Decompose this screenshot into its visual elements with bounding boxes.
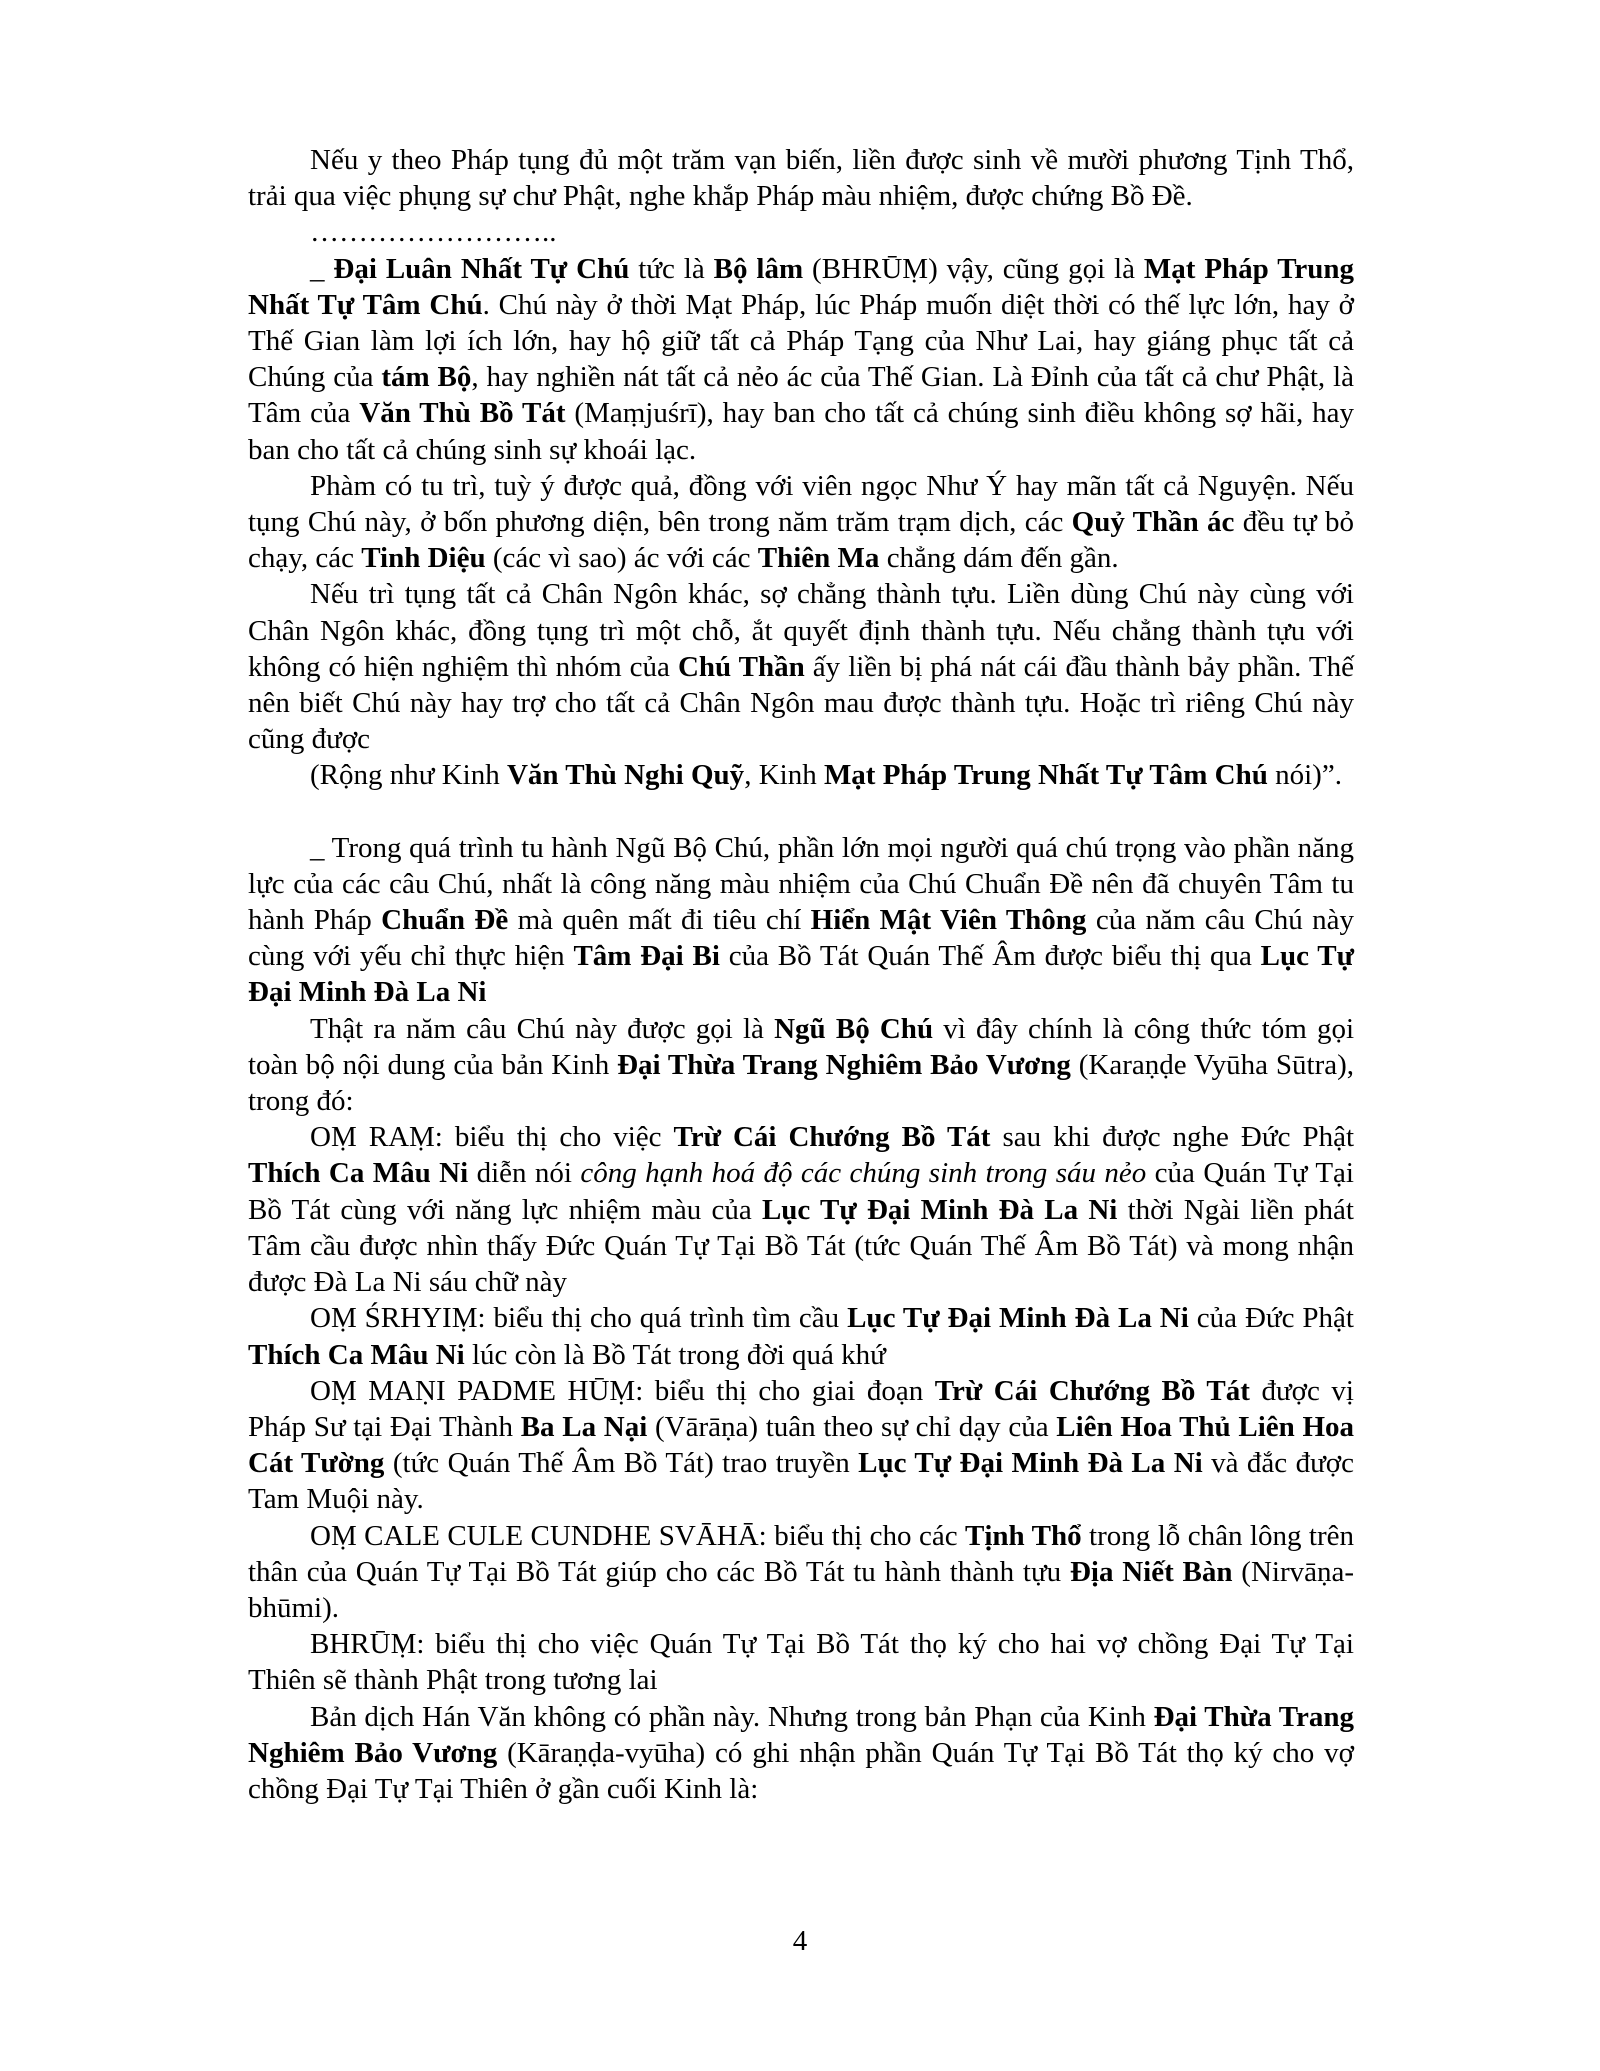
bold-text: Hiển Mật Viên Thông [810, 904, 1087, 937]
bold-text: Bộ lâm [713, 252, 804, 285]
blank-line [248, 794, 1354, 830]
text-run: diễn nói [468, 1157, 581, 1190]
paragraph [248, 1626, 1354, 1698]
text-run: (BHRŪṂ) vậy, cũng gọi là [803, 252, 1144, 285]
bold-text: Lục Tự Đại Minh Đà La Ni [761, 1193, 1118, 1226]
paragraph [248, 1699, 1354, 1808]
paragraph [248, 576, 1354, 757]
text-run: , hay nghiền nát tất cả nẻo ác của Thế Gian. Là Đỉnh của tất cả chư Phật, là Tâm của [248, 361, 1354, 430]
text-run: đều tự bỏ chạy, các [248, 506, 1354, 575]
text-run: chẳng dám đến gần. [879, 542, 1119, 575]
text-run: (Nirvāṇa-bhūmi). [248, 1555, 1355, 1624]
bold-text: Đại Thừa Trang Nghiêm Bảo Vương [617, 1048, 1071, 1081]
ellipsis-line [248, 214, 1354, 250]
text-run: OṂ MAṆI PADME HŪṂ: biểu thị cho giai đoạn [310, 1374, 935, 1407]
text-run: và đắc được Tam Muội này. [248, 1447, 1354, 1516]
text-run: , Kinh [744, 759, 824, 792]
text-run: _ [310, 252, 334, 285]
text-run: Thật ra năm câu Chú này được gọi là [310, 1012, 775, 1045]
text-run: OṂ CALE CULE CUNDHE SVĀHĀ: biểu thị cho các [310, 1519, 966, 1552]
text-run: trong lỗ chân lông trên thân của Quán Tự Tại Bồ Tát giúp cho các Bồ Tát tu hành thành tựu [248, 1519, 1354, 1588]
text-run: lúc còn là Bồ Tát trong đời quá khứ [464, 1338, 886, 1371]
text-run: Bản dịch Hán Văn không có phần này. Nhưng trong bản Phạn của Kinh [310, 1700, 1154, 1733]
text-run: Nếu y theo Pháp tụng đủ một trăm vạn biến, liền được sinh về mười phương Tịnh Thổ, trải qua việc phụng sự chư Phật, nghe khắp Pháp màu nhiệm, được chứng Bồ Đề. [248, 144, 1354, 213]
document-body [248, 142, 1354, 1807]
text-run: Phàm có tu trì, tuỳ ý được quả, đồng với viên ngọc Như Ý hay mãn tất cả Nguyện. Nếu tụng Chú này, ở bốn phương diện, bên trong năm trăm trạm dịch, các [248, 469, 1354, 539]
paragraph [248, 468, 1354, 577]
bold-text: Đại Thừa Trang Nghiêm Bảo Vương [248, 1700, 1354, 1769]
bold-text: Chuẩn Đề [381, 904, 509, 937]
text-run: của Quán Tự Tại Bồ Tát cùng với năng lực nhiệm màu của [248, 1157, 1354, 1226]
bold-text: Lục Tự Đại Minh Đà La Ni [847, 1302, 1189, 1335]
bold-text: tám Bộ [381, 361, 472, 394]
text-run: (Maṃjuśrī), hay ban cho tất cả chúng sinh điều không sợ hãi, hay ban cho tất cả chúng sinh sự khoái lạc. [248, 397, 1355, 466]
paragraph [248, 142, 1354, 214]
bold-text: Liên Hoa Thủ Liên Hoa Cát Tường [248, 1410, 1355, 1480]
paragraph [248, 251, 1354, 468]
bold-text: Tâm Đại Bi [573, 940, 720, 973]
bold-text: Trừ Cái Chướng Bồ Tát [673, 1121, 991, 1154]
bold-text: Tinh Diệu [361, 542, 486, 575]
text-run: tức là [629, 252, 714, 285]
bold-text: Trừ Cái Chướng Bồ Tát [934, 1374, 1250, 1407]
text-run: (Kāraṇḍa-vyūha) có ghi nhận phần Quán Tự Tại Bồ Tát thọ ký cho vợ chồng Đại Tự Tại Thiên ở gần cuối Kinh là: [248, 1736, 1354, 1805]
bold-text: Ba La Nại [520, 1410, 648, 1443]
paragraph [248, 1518, 1354, 1627]
text-run: của năm câu Chú này cùng với yếu chỉ thực hiện [248, 904, 1354, 973]
text-run: của Bồ Tát Quán Thế Âm được biểu thị qua [719, 940, 1261, 973]
text-run: (Vārāṇa) tuân theo sự chỉ dạy của [647, 1410, 1057, 1443]
bold-text: Văn Thù Bồ Tát [359, 397, 566, 430]
text-run: nói)”. [1267, 759, 1342, 792]
text-run: Nếu trì tụng tất cả Chân Ngôn khác, sợ chẳng thành tựu. Liền dùng Chú này cùng với Chân Ngôn khác, đồng tụng trì một chỗ, ắt quyết định thành tựu. Nếu chẳng thành tựu với không có hiện nghiệm thì nhóm của [248, 578, 1354, 683]
text-run: ấy liền bị phá nát cái đầu thành bảy phần. Thế nên biết Chú này hay trợ cho tất cả Chân Ngôn mau được thành tựu. Hoặc trì riêng Chú này cũng được [248, 650, 1354, 756]
bold-text: Địa Niết Bàn [1069, 1555, 1233, 1588]
text-run: mà quên mất đi tiêu chí [508, 904, 811, 937]
text-run: vì đây chính là công thức tóm gọi toàn bộ nội dung của bản Kinh [248, 1012, 1354, 1081]
paragraph [248, 1300, 1354, 1372]
bold-text: Thích Ca Mâu Ni [248, 1157, 469, 1190]
text-run: (Rộng như Kinh [310, 759, 507, 792]
bold-text: Đại Luân Nhất Tự Chú [333, 252, 630, 285]
text-run: _ Trong quá trình tu hành Ngũ Bộ Chú, phần lớn mọi người quá chú trọng vào phần năng lực của các câu Chú, nhất là công năng màu nhiệm của Chú Chuẩn Đề nên đã chuyên Tâm tu hành Pháp [248, 831, 1354, 937]
bold-text: Chú Thần [677, 650, 805, 683]
bold-text: Quỷ Thần ác [1071, 506, 1235, 539]
text-run: (tức Quán Thế Âm Bồ Tát) trao truyền [384, 1447, 859, 1480]
bold-text: Thiên Ma [757, 542, 880, 575]
text-run: được vị Pháp Sư tại Đại Thành [248, 1374, 1354, 1443]
text-run: OṂ ŚRHYIṂ: biểu thị cho quá trình tìm cầu [310, 1302, 848, 1335]
text-run: thời Ngài liền phát Tâm cầu được nhìn thấy Đức Quán Tự Tại Bồ Tát (tức Quán Thế Âm Bồ Tát) và mong nhận được Đà La Ni sáu chữ này [248, 1193, 1354, 1299]
bold-text: Tịnh Thổ [965, 1519, 1082, 1552]
text-run: sau khi được nghe Đức Phật [990, 1121, 1355, 1154]
page-number: 4 [792, 1925, 808, 1957]
paragraph [248, 1119, 1354, 1300]
paragraph [248, 830, 1354, 1011]
bold-text: Ngũ Bộ Chú [774, 1012, 934, 1045]
bold-text: Văn Thù Nghi Quỹ [506, 759, 745, 792]
text-run: BHRŪṂ: biểu thị cho việc Quán Tự Tại Bồ Tát thọ ký cho hai vợ chồng Đại Tự Tại Thiên sẽ thành Phật trong tương lai [248, 1628, 1354, 1697]
paragraph [248, 1011, 1354, 1120]
paragraph [248, 1373, 1354, 1518]
text-run: OṂ RAṂ: biểu thị cho việc [310, 1121, 674, 1154]
italic-text: công hạnh hoá độ các chúng sinh trong sáu nẻo [580, 1157, 1147, 1190]
text-run: (Karaṇḍe Vyūha Sūtra), trong đó: [248, 1048, 1355, 1118]
bold-text: Mạt Pháp Trung Nhất Tự Tâm Chú [248, 252, 1355, 321]
bold-text: Thích Ca Mâu Ni [248, 1338, 465, 1371]
paragraph [248, 757, 1354, 793]
text-run: . Chú này ở thời Mạt Pháp, lúc Pháp muốn diệt thời có thế lực lớn, hay ở Thế Gian làm lợi ích lớn, hay hộ giữ tất cả Pháp Tạng của Như Lai, hay giáng phục tất cả Chúng của [248, 288, 1354, 394]
bold-text: Lục Tự Đại Minh Đà La Ni [248, 940, 1355, 1009]
text-run: …………………….. [310, 216, 557, 249]
bold-text: Lục Tự Đại Minh Đà La Ni [858, 1447, 1203, 1480]
text-run: của Đức Phật [1188, 1302, 1354, 1335]
text-run: (các vì sao) ác với các [485, 542, 758, 575]
bold-text: Mạt Pháp Trung Nhất Tự Tâm Chú [823, 759, 1268, 792]
